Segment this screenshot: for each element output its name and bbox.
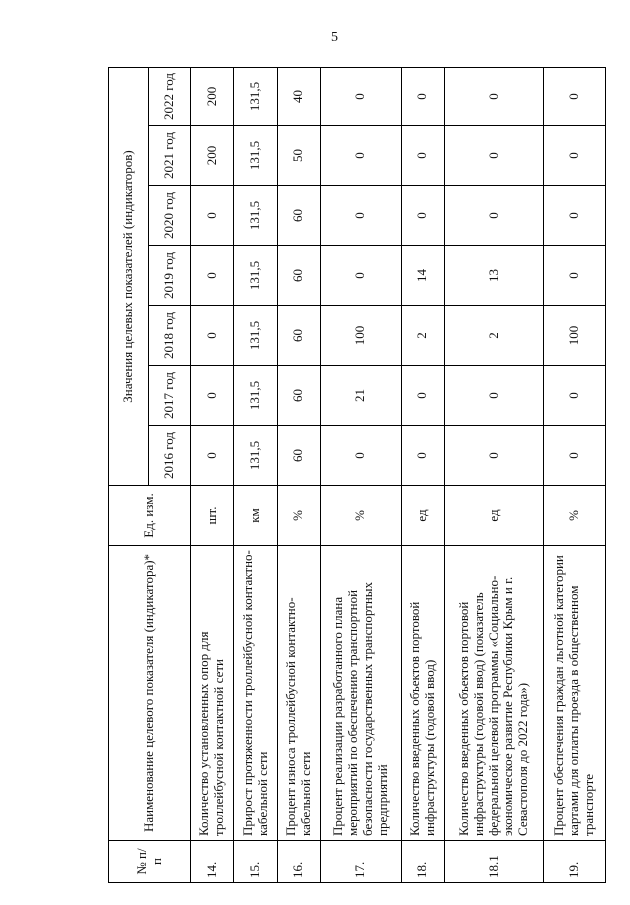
indicator-name: Количество установленных опор для троллейбусной контактной сети xyxy=(191,546,234,841)
table-row xyxy=(401,67,444,882)
value-cell: 60 xyxy=(277,246,320,306)
row-number: 16. xyxy=(277,841,320,883)
value-cell: 100 xyxy=(544,306,606,366)
value-cell: 14 xyxy=(401,246,444,306)
header-year: 2016 год xyxy=(149,426,191,486)
table-row xyxy=(234,67,277,882)
value-cell: 0 xyxy=(401,67,444,125)
value-cell: 0 xyxy=(544,67,606,125)
value-cell: 0 xyxy=(321,126,402,186)
value-cell: 0 xyxy=(321,246,402,306)
table-row xyxy=(191,67,234,882)
value-cell: 0 xyxy=(321,67,402,125)
value-cell: 0 xyxy=(401,186,444,246)
value-cell: 0 xyxy=(191,366,234,426)
indicator-name: Прирост протяженности троллейбусной контактно-кабельной сети xyxy=(234,546,277,841)
header-year: 2019 год xyxy=(149,246,191,306)
table-row xyxy=(277,67,320,882)
value-cell: 200 xyxy=(191,67,234,125)
header-year: 2021 год xyxy=(149,126,191,186)
indicator-name: Процент реализации разработанного плана мероприятий по обеспечению транспортной безопасности государственных транспортных предприятий xyxy=(321,546,402,841)
value-cell: 131,5 xyxy=(234,246,277,306)
value-cell: 131,5 xyxy=(234,426,277,486)
row-number: 14. xyxy=(191,841,234,883)
value-cell: 0 xyxy=(401,366,444,426)
row-number: 18.1 xyxy=(444,841,543,883)
row-number: 19. xyxy=(544,841,606,883)
page-number: 5 xyxy=(331,30,338,45)
table-row xyxy=(444,67,543,882)
value-cell: 200 xyxy=(191,126,234,186)
value-cell: 0 xyxy=(321,426,402,486)
header-unit: Ед. изм. xyxy=(109,486,191,546)
value-cell: 0 xyxy=(321,186,402,246)
header-year: 2020 год xyxy=(149,186,191,246)
value-cell: 0 xyxy=(444,67,543,125)
value-cell: 0 xyxy=(544,186,606,246)
value-cell: 2 xyxy=(444,306,543,366)
indicator-name: Количество введенных объектов портовой инфраструктуры (годовой ввод) (показатель федеральной целевой программы «Социально-экономическое развитие Республики Крым и г. Севастополя до 2022 года») xyxy=(444,546,543,841)
value-cell: 0 xyxy=(444,426,543,486)
indicator-name: Процент обеспечения граждан льготной категории картами для оплаты проезда в общественном транспорте xyxy=(544,546,606,841)
indicator-name: Процент износа троллейбусной контактно-кабельной сети xyxy=(277,546,320,841)
value-cell: 21 xyxy=(321,366,402,426)
value-cell: 0 xyxy=(444,366,543,426)
unit-cell: % xyxy=(321,486,402,546)
value-cell: 131,5 xyxy=(234,126,277,186)
value-cell: 0 xyxy=(444,186,543,246)
value-cell: 131,5 xyxy=(234,186,277,246)
header-year: 2022 год xyxy=(149,67,191,125)
header-name: Наименование целевого показателя (индикатора)* xyxy=(109,546,191,841)
header-year: 2017 год xyxy=(149,366,191,426)
value-cell: 60 xyxy=(277,306,320,366)
unit-cell: ед xyxy=(444,486,543,546)
value-cell: 0 xyxy=(401,426,444,486)
unit-cell: ед xyxy=(401,486,444,546)
header-values-group: Значения целевых показателей (индикаторов) xyxy=(109,67,149,485)
value-cell: 0 xyxy=(544,366,606,426)
value-cell: 0 xyxy=(191,246,234,306)
value-cell: 131,5 xyxy=(234,67,277,125)
indicator-name: Количество введенных объектов портовой инфраструктуры (годовой ввод) xyxy=(401,546,444,841)
value-cell: 60 xyxy=(277,186,320,246)
value-cell: 13 xyxy=(444,246,543,306)
indicators-table xyxy=(108,67,606,883)
value-cell: 100 xyxy=(321,306,402,366)
unit-cell: км xyxy=(234,486,277,546)
header-year: 2018 год xyxy=(149,306,191,366)
value-cell: 0 xyxy=(401,126,444,186)
value-cell: 0 xyxy=(191,306,234,366)
value-cell: 0 xyxy=(544,426,606,486)
value-cell: 60 xyxy=(277,366,320,426)
value-cell: 60 xyxy=(277,426,320,486)
value-cell: 131,5 xyxy=(234,306,277,366)
value-cell: 0 xyxy=(544,126,606,186)
table-row xyxy=(544,67,606,882)
unit-cell: шт. xyxy=(191,486,234,546)
value-cell: 131,5 xyxy=(234,366,277,426)
header-num: № п/п xyxy=(109,841,191,883)
value-cell: 50 xyxy=(277,126,320,186)
value-cell: 0 xyxy=(444,126,543,186)
rotated-table-container xyxy=(108,68,606,883)
unit-cell: % xyxy=(544,486,606,546)
value-cell: 0 xyxy=(191,426,234,486)
row-number: 15. xyxy=(234,841,277,883)
value-cell: 0 xyxy=(191,186,234,246)
table-row xyxy=(321,67,402,882)
row-number: 18. xyxy=(401,841,444,883)
value-cell: 0 xyxy=(544,246,606,306)
unit-cell: % xyxy=(277,486,320,546)
row-number: 17. xyxy=(321,841,402,883)
value-cell: 40 xyxy=(277,67,320,125)
value-cell: 2 xyxy=(401,306,444,366)
